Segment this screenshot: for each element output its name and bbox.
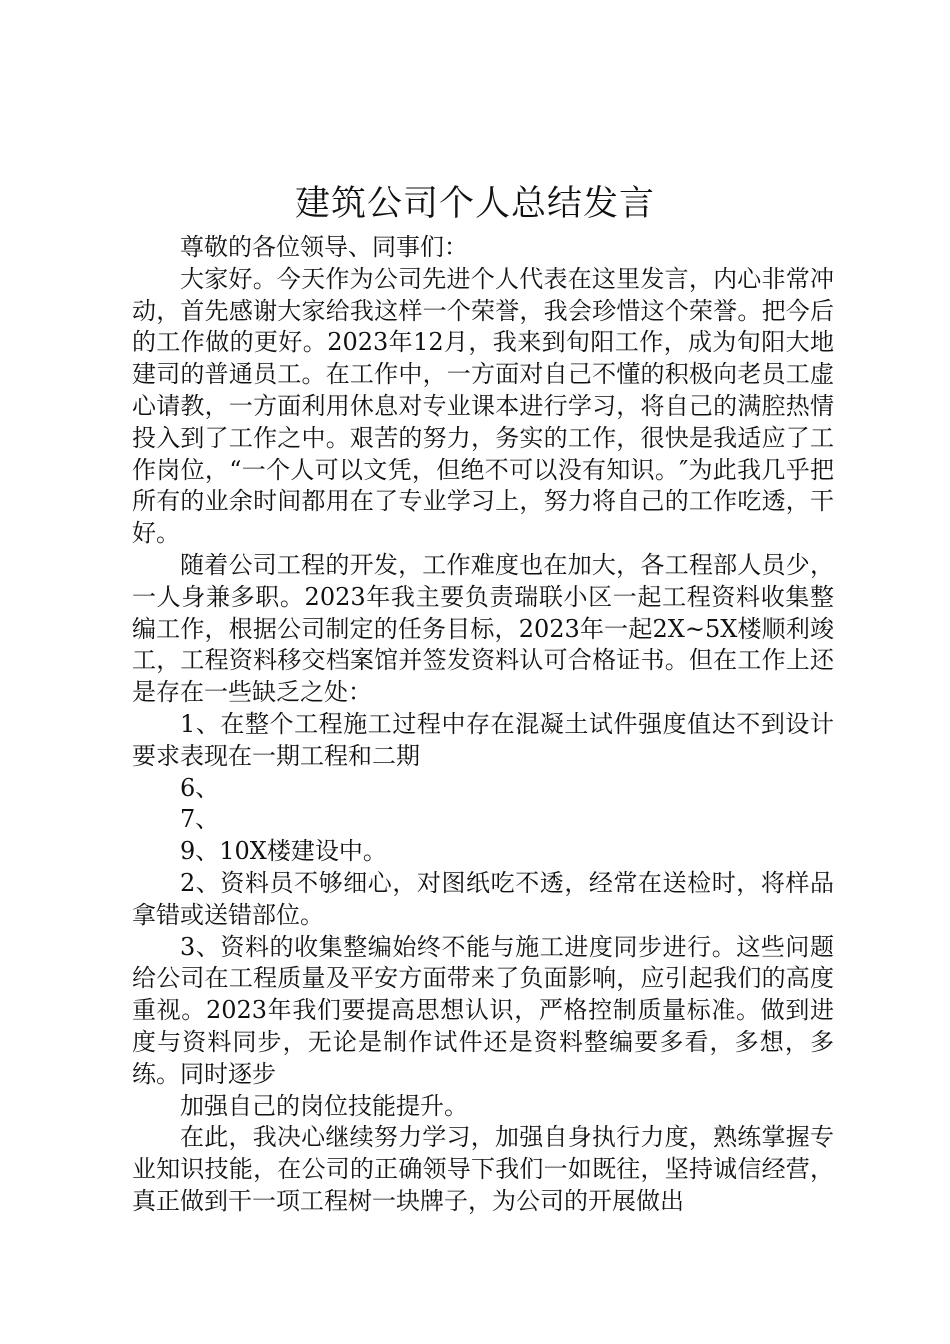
- paragraph-work: 随着公司工程的开发，工作难度也在加大，各工程部人员少，一人身兼多职。2023年我主要负责瑞联小区一起工程资料收集整编工作，根据公司制定的任务目标，2023年一起2X~5X楼顺利竣工，工程资料移交档案馆并签发资料认可合格证书。但在工作上还是存在一些缺乏之处：: [132, 550, 834, 707]
- document-body: [132, 232, 834, 1218]
- salutation: 尊敬的各位领导、同事们：: [180, 233, 468, 261]
- list-item-2: 2、资料员不够细心，对图纸吃不透，经常在送检时，将样品拿错或送错部位。: [132, 868, 834, 929]
- paragraph-intro: 大家好。今天作为公司先进个人代表在这里发言，内心非常冲动，首先感谢大家给我这样一个荣誉，我会珍惜这个荣誉。把今后的工作做的更好。2023年12月，我来到旬阳工作，成为旬阳大地建司的普通员工。在工作中，一方面对自己不懂的积极向老员工虚心请教，一方面利用休息对专业课本进行学习，将自己的满腔热情投入到了工作之中。艰苦的努力，务实的工作，很快是我适应了工作岗位，“一个人可以文凭，但绝不可以没有知识。″为此我几乎把所有的业余时间都用在了专业学习上，努力将自己的工作吃透，干好。: [132, 264, 834, 548]
- paragraph-closing: 在此，我决心继续努力学习，加强自身执行力度，熟练掌握专业知识技能，在公司的正确领导下我们一如既往，坚持诚信经营，真正做到干一项工程树一块牌子，为公司的开展做出: [132, 1123, 834, 1215]
- list-item-6: 6、: [180, 773, 220, 802]
- list-item-7: 7、: [180, 805, 220, 834]
- list-item-3: 3、资料的收集整编始终不能与施工进度同步进行。这些问题给公司在工程质量及平安方面带来了负面影响，应引起我们的高度重视。2023年我们要提高思想认识，严格控制质量标准。做到进度与资料同步，无论是制作试件还是资料整编要多看，多想，多练。同时逐步: [132, 932, 834, 1088]
- list-item-1: 1、在整个工程施工过程中存在混凝土试件强度值达不到设计要求表现在一期工程和二期: [132, 709, 834, 770]
- paragraph-skills: 加强自己的岗位技能提升。: [180, 1091, 468, 1120]
- list-item-9: 9、10X楼建设中。: [180, 837, 387, 866]
- document-title: 建筑公司个人总结发言: [294, 184, 655, 224]
